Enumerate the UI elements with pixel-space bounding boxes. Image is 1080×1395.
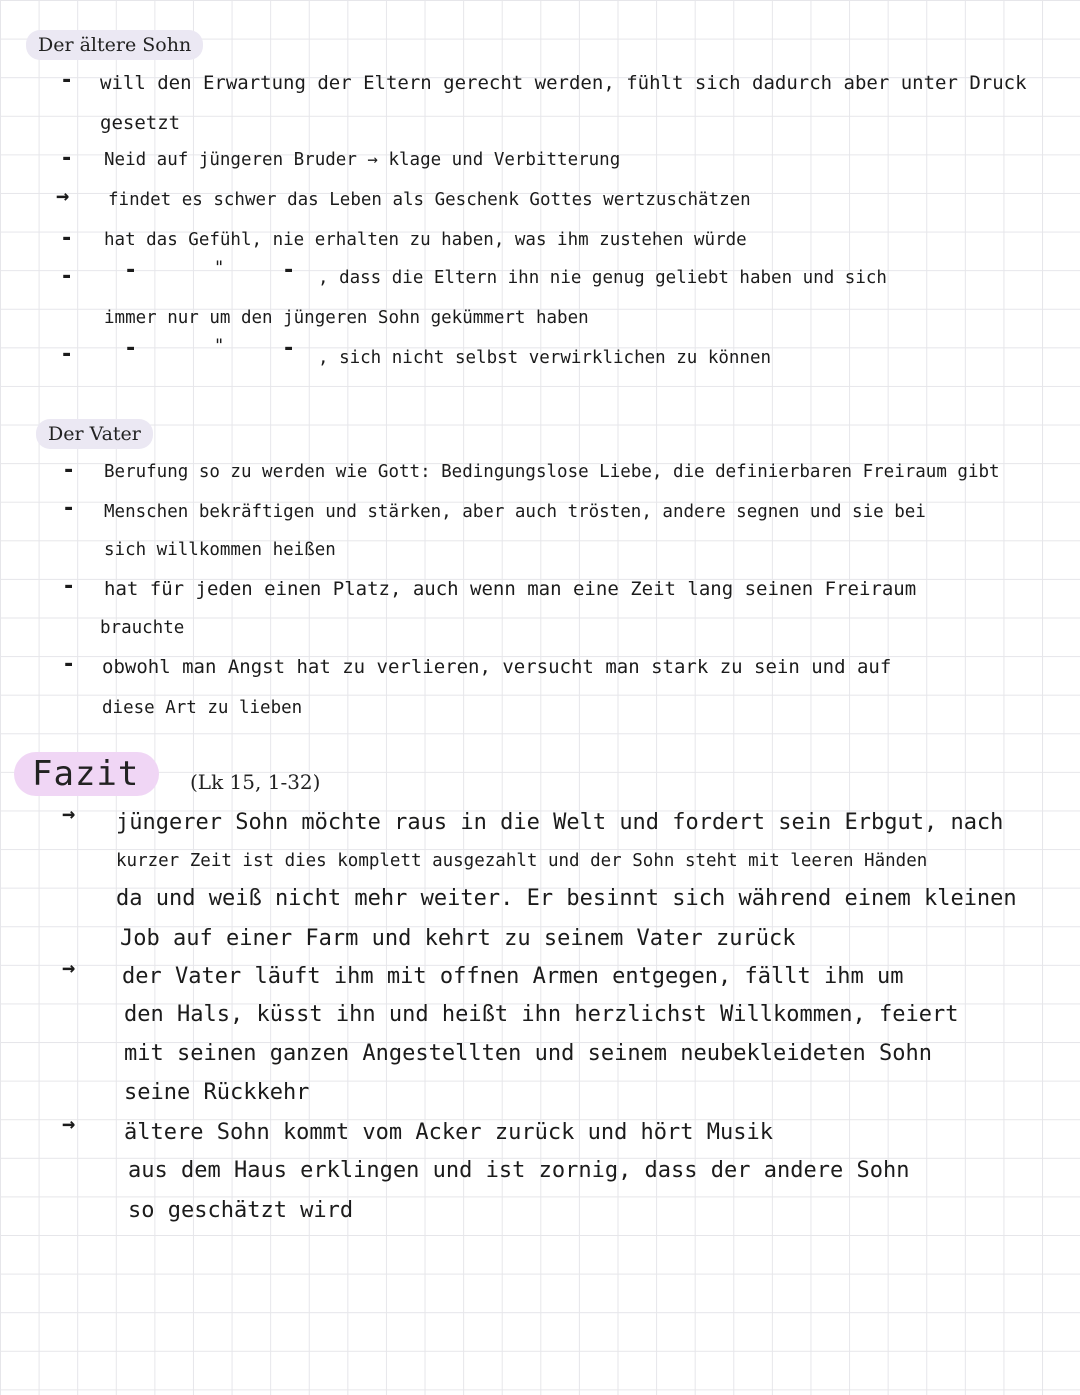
note-line: hat das Gefühl, nie erhalten zu haben, was ihm zustehen würde <box>104 230 747 250</box>
note-line: immer nur um den jüngeren Sohn gekümmert haben <box>104 308 589 328</box>
ditto-mark: " <box>214 258 225 278</box>
note-line: mit seinen ganzen Angestellten und seinem neubekleideten Sohn <box>124 1041 932 1066</box>
note-line: der Vater läuft ihm mit offnen Armen entgegen, fällt ihm um <box>122 964 904 989</box>
note-line: da und weiß nicht mehr weiter. Er besinnt sich während einem kleinen <box>116 886 1017 911</box>
note-line: Berufung so zu werden wie Gott: Bedingungslose Liebe, die definierbaren Freiraum gibt <box>104 462 1000 482</box>
note-line: gesetzt <box>100 112 181 134</box>
bullet-dash: - <box>62 574 76 599</box>
note-line: obwohl man Angst hat zu verlieren, versucht man stark zu sein und auf <box>102 656 892 678</box>
bullet-dash: - <box>60 146 74 171</box>
ditto-mark: " <box>214 336 225 356</box>
bullet-dash: - <box>62 458 76 483</box>
note-line: so geschätzt wird <box>128 1198 354 1223</box>
section-title-vater: Der Vater <box>36 419 153 449</box>
bullet-dash: - <box>62 496 76 521</box>
note-line: , sich nicht selbst verwirklichen zu können <box>318 348 772 368</box>
arrow-icon: → <box>56 184 70 209</box>
note-line: Menschen bekräftigen und stärken, aber auch trösten, andere segnen und sie bei <box>104 502 926 522</box>
note-line: , dass die Eltern ihn nie genug geliebt haben und sich <box>318 268 887 288</box>
note-line: will den Erwartung der Eltern gerecht werden, fühlt sich dadurch aber unter Druck <box>100 72 1027 94</box>
note-line: sich willkommen heißen <box>104 540 336 560</box>
note-line: seine Rückkehr <box>124 1080 310 1105</box>
arrow-icon: → <box>62 802 76 827</box>
note-line: Neid auf jüngeren Bruder → klage und Verbitterung <box>104 150 621 170</box>
bullet-dash: - <box>60 226 74 251</box>
note-line: den Hals, küsst ihn und heißt ihn herzlichst Willkommen, feiert <box>124 1002 959 1027</box>
ditto-dash: - <box>124 336 138 361</box>
note-line: brauchte <box>100 618 185 638</box>
note-line: kurzer Zeit ist dies komplett ausgezahlt und der Sohn steht mit leeren Händen <box>116 851 928 871</box>
bullet-dash: - <box>60 264 74 289</box>
note-line: diese Art zu lieben <box>102 698 303 718</box>
note-line: ältere Sohn kommt vom Acker zurück und hört Musik <box>124 1120 774 1145</box>
bible-reference: (Lk 15, 1-32) <box>190 770 321 794</box>
section-title-fazit: Fazit <box>14 752 159 796</box>
bullet-dash: - <box>60 68 74 93</box>
ditto-dash: - <box>282 258 296 283</box>
note-line: findet es schwer das Leben als Geschenk Gottes wertzuschätzen <box>108 190 751 210</box>
note-line: jüngerer Sohn möchte raus in die Welt und fordert sein Erbgut, nach <box>116 810 1004 835</box>
note-line: hat für jeden einen Platz, auch wenn man eine Zeit lang seinen Freiraum <box>104 578 917 600</box>
section-title-aeltere-sohn: Der ältere Sohn <box>26 30 203 60</box>
note-line: Job auf einer Farm und kehrt zu seinem Vater zurück <box>120 926 796 951</box>
ditto-dash: - <box>124 258 138 283</box>
arrow-icon: → <box>62 1112 76 1137</box>
bullet-dash: - <box>62 652 76 677</box>
ditto-dash: - <box>282 336 296 361</box>
bullet-dash: - <box>60 342 74 367</box>
note-line: aus dem Haus erklingen und ist zornig, dass der andere Sohn <box>128 1158 910 1183</box>
arrow-icon: → <box>62 956 76 981</box>
